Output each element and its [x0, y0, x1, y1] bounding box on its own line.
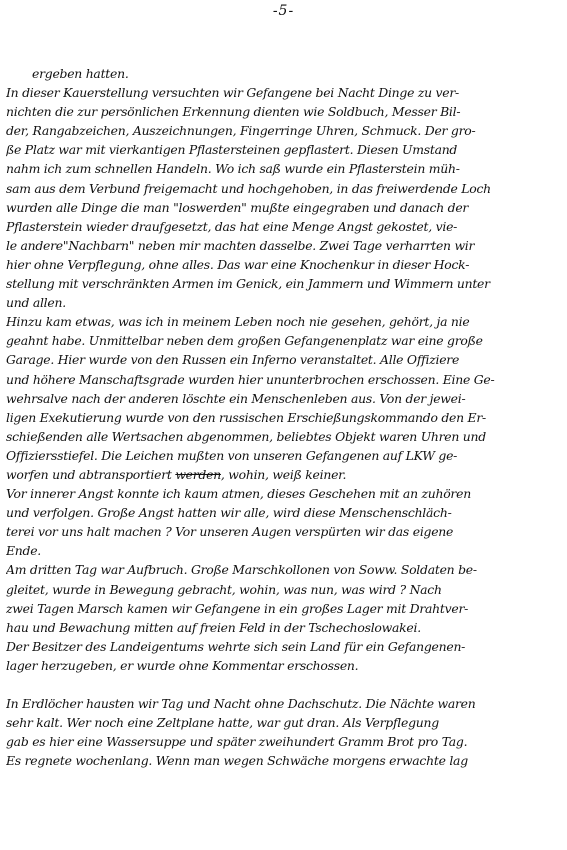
text-line: Es regnete wochenlang. Wenn man wegen Schwäche morgens erwachte lag — [6, 753, 468, 769]
paragraph-gap — [6, 675, 560, 694]
text-line: und allen. — [6, 295, 66, 311]
text-line: hau und Bewachung mitten auf freien Feld in der Tschechoslowakei. — [6, 619, 421, 635]
text-line: der, Rangabzeichen, Auszeichnungen, Fingerringe Uhren, Schmuck. Der gro- — [6, 123, 476, 139]
handwritten-text-body — [6, 64, 560, 770]
text-segment: , wohin, weiß keiner. — [220, 466, 347, 482]
text-line: sam aus dem Verbund freigemacht und hochgehoben, in das freiwerdende Loch — [6, 180, 491, 196]
text-line: sehr kalt. Wer noch eine Zeltplane hatte, war gut dran. Als Verpflegung — [6, 715, 439, 731]
text-line: lager herzugeben, er wurde ohne Kommentar erschossen. — [6, 657, 359, 673]
page-number: -5- — [272, 3, 295, 19]
text-line: In Erdlöcher hausten wir Tag und Nacht ohne Dachschutz. Die Nächte waren — [6, 696, 476, 711]
text-line: Vor innerer Angst konnte ich kaum atmen, dieses Geschehen mit an zuhören — [6, 486, 471, 502]
text-line: Am dritten Tag war Aufbruch. Große Marschkollonen von Soww. Soldaten be- — [6, 562, 477, 578]
text-line: zwei Tagen Marsch kamen wir Gefangene in ein großes Lager mit Drahtver- — [6, 600, 469, 616]
text-line: le andere"Nachbarn" neben mir machten dasselbe. Zwei Tage verharrten wir — [6, 237, 475, 253]
text-line: Hinzu kam etwas, was ich in meinem Leben noch nie gesehen, gehört, ja nie — [6, 314, 470, 330]
text-line: stellung mit verschränkten Armen im Genick, ein Jammern und Wimmern unter — [6, 276, 490, 292]
struck-out-word: werden — [175, 466, 221, 482]
text-line: und verfolgen. Große Angst hatten wir alle, wird diese Menschenschläch- — [6, 505, 452, 521]
text-line: ligen Exekutierung wurde von den russischen Erschießungskommando den Er- — [6, 409, 486, 425]
text-line: Garage. Hier wurde von den Russen ein Inferno veranstaltet. Alle Offiziere — [6, 352, 460, 368]
text-line: nichten die zur persönlichen Erkennung dienten wie Soldbuch, Messer Bil- — [6, 104, 461, 120]
text-line: ße Platz war mit vierkantigen Pflastersteinen gepflastert. Diesen Umstand — [6, 142, 458, 158]
text-line: schießenden alle Wertsachen abgenommen, beliebtes Objekt waren Uhren und — [6, 428, 486, 444]
text-line: nahm ich zum schnellen Handeln. Wo ich saß wurde ein Pflasterstein müh- — [6, 161, 460, 177]
text-line: Ende. — [6, 543, 41, 559]
text-line: Pflasterstein wieder draufgesetzt, das hat eine Menge Angst gekostet, vie- — [6, 218, 458, 234]
text-line: Offiziersstiefel. Die Leichen mußten von unseren Gefangenen auf LKW ge- — [6, 447, 458, 463]
text-line: Der Besitzer des Landeigentums wehrte sich sein Land für ein Gefangenen- — [6, 638, 466, 654]
text-segment: worfen und abtransportiert — [6, 466, 172, 482]
text-line: In dieser Kauerstellung versuchten wir Gefangene bei Nacht Dinge zu ver- — [6, 85, 459, 101]
text-line: wurden alle Dinge die man "loswerden" mußte eingegraben und danach der — [6, 199, 469, 215]
text-line: und höhere Manschaftsgrade wurden hier ununterbrochen erschossen. Eine Ge- — [6, 371, 495, 387]
text-line: geahnt habe. Unmittelbar neben dem großen Gefangenenplatz war eine große — [6, 333, 483, 349]
text-line: terei vor uns halt machen ? Vor unseren Augen verspürten wir das eigene — [6, 524, 454, 540]
text-line-with-correction — [6, 465, 560, 484]
text-line: gab es hier eine Wassersuppe und später zweihundert Gramm Brot pro Tag. — [6, 734, 468, 750]
text-line: gleitet, wurde in Bewegung gebracht, wohin, was nun, was wird ? Nach — [6, 581, 442, 597]
text-line: ergeben hatten. — [32, 66, 129, 81]
text-line: hier ohne Verpflegung, ohne alles. Das war eine Knochenkur in dieser Hock- — [6, 256, 470, 272]
text-line: wehrsalve nach der anderen löschte ein Menschenleben aus. Von der jewei- — [6, 390, 466, 406]
